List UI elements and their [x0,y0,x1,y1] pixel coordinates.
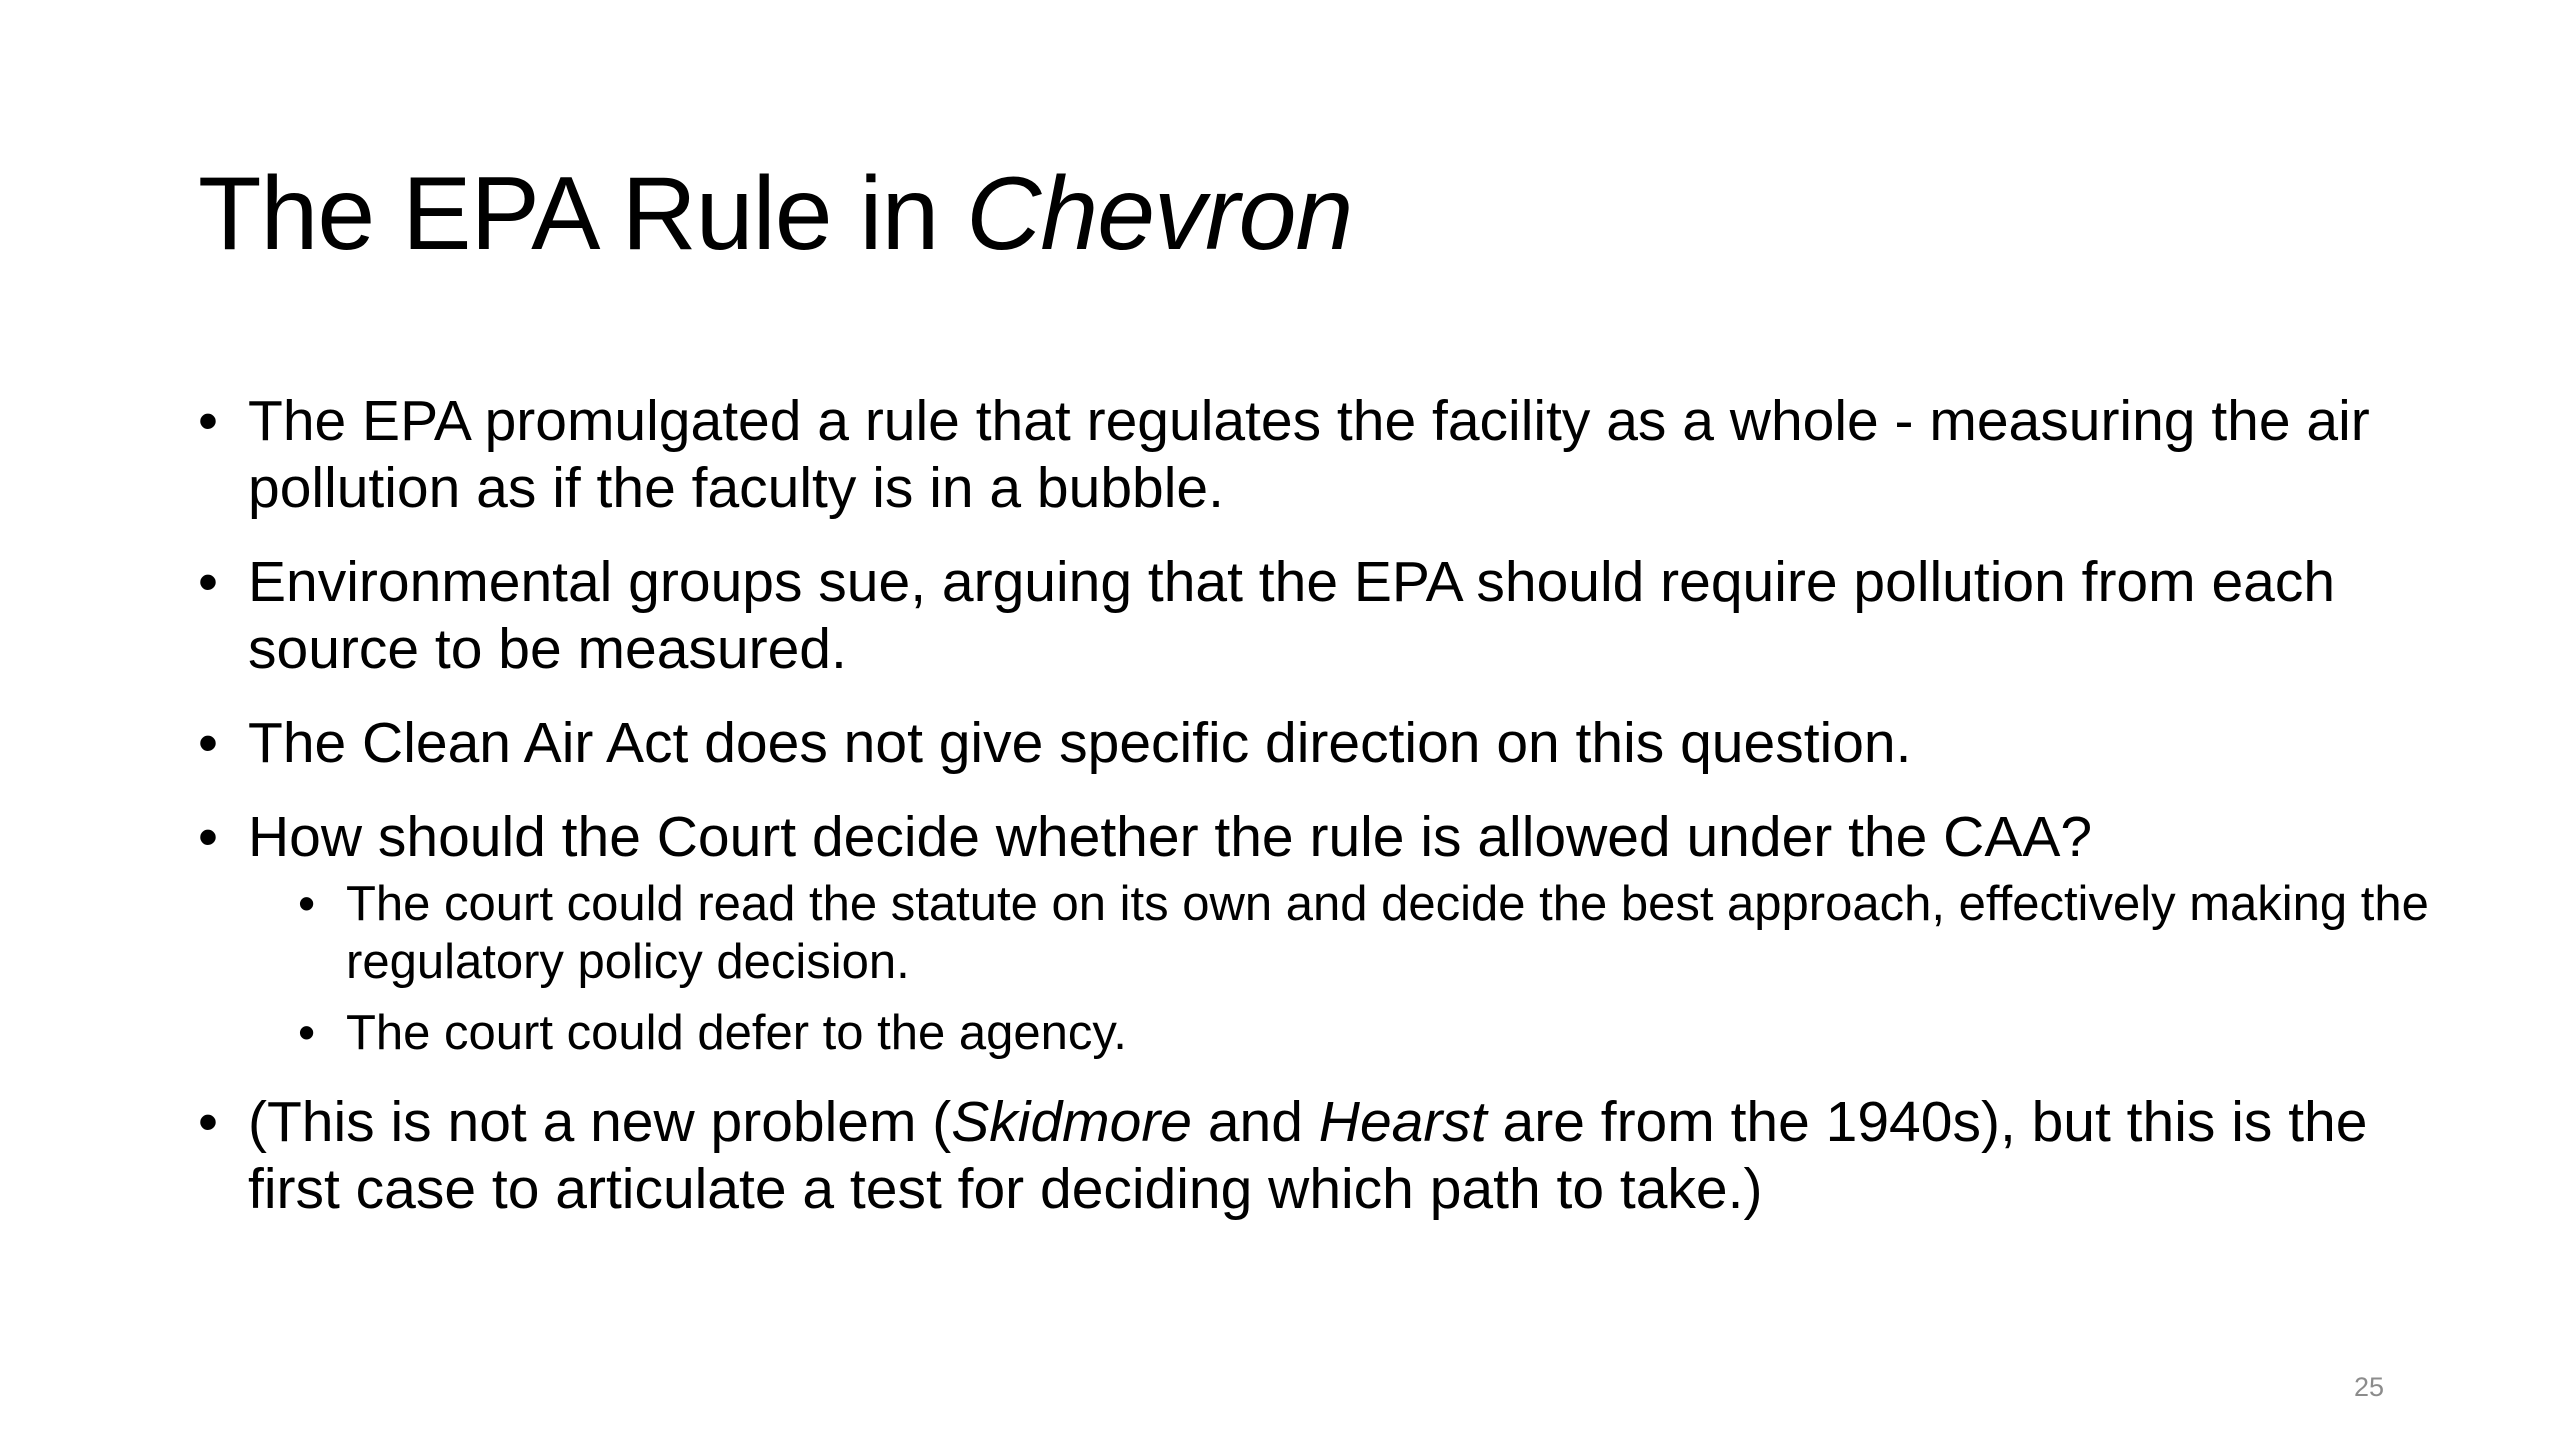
bullet-item: • Environmental groups sue, arguing that the EPA should require pollution from each source to be measured. [198,549,2438,683]
bullet-item-text: How should the Court decide whether the rule is allowed under the CAA? [248,805,2093,869]
sub-bullet-list [248,875,2438,1062]
sub-bullet-item: • The court could defer to the agency. [298,1004,2438,1062]
bullet-text-part: are from the 1940s), but this is the first case to articulate a test for deciding which path to take.) [248,1090,2368,1221]
slide-title [198,152,1352,276]
sub-bullet-item: • The court could read the statute on its own and decide the best approach, effectively making the regulatory policy decision. [298,875,2438,991]
bullet-item: • The Clean Air Act does not give specific direction on this question. [198,710,2438,777]
bullet-text-part: and [1192,1090,1319,1154]
bullet-item-with-subitems [198,804,2438,1062]
bullet-item: • The EPA promulgated a rule that regulates the facility as a whole - measuring the air pollution as if the faculty is in a bubble. [198,388,2438,522]
bullet-text-part: (This is not a new problem ( [248,1090,952,1154]
case-name-skidmore: Skidmore [951,1090,1193,1154]
bullet-list [198,388,2438,1223]
slide-title-italic: Chevron [966,156,1353,272]
slide-number: 25 [2353,1372,2384,1402]
case-name-hearst: Hearst [1318,1090,1487,1154]
bullet-item [198,1089,2438,1223]
slide-title-text: The EPA Rule in [198,156,967,272]
slide-content [198,388,2438,1250]
